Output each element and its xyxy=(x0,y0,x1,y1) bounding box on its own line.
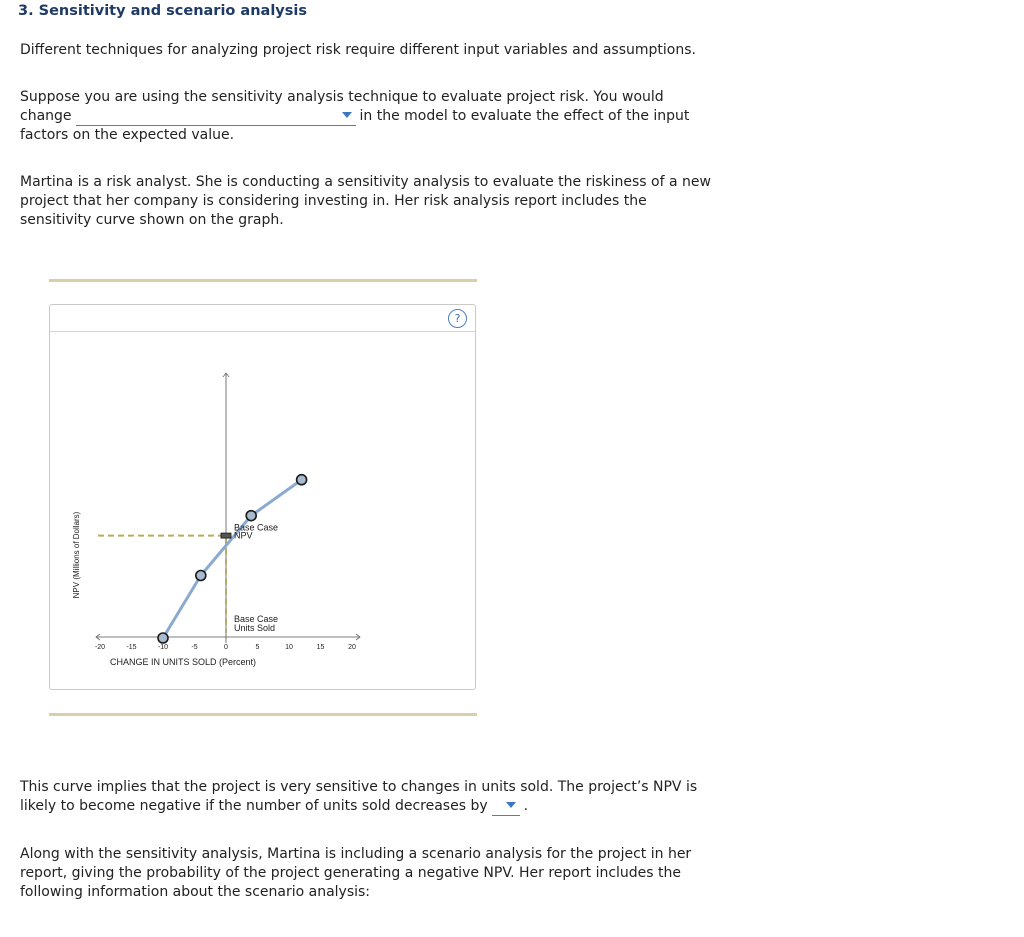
graph-header xyxy=(50,305,475,332)
x-tick-label: 10 xyxy=(285,644,293,651)
graph-panel xyxy=(49,304,476,690)
chevron-down-icon xyxy=(506,802,516,808)
sensitivity-after-dropdown: in the model to evaluate the effect of the input xyxy=(359,108,690,124)
base-case-units-label-line-1: Base Case xyxy=(234,614,279,624)
y-axis-label: NPV (Millions of Dollars) xyxy=(72,511,81,599)
scenario-intro-line-1: Martina is a risk analyst. She is conducting a sensitivity analysis to evaluate the riskiness of a new xyxy=(20,174,711,190)
x-tick-label: 20 xyxy=(348,644,356,651)
graph-top-rule xyxy=(49,279,477,282)
sensitivity-curve-line xyxy=(163,480,302,638)
scenario-intro xyxy=(20,173,740,230)
scenario-intro-line-3: sensitivity curve shown on the graph. xyxy=(20,212,284,228)
variable-dropdown[interactable] xyxy=(76,107,356,126)
x-tick-label: -20 xyxy=(94,644,106,651)
x-tick-label: -15 xyxy=(126,644,137,651)
sensitivity-line-2 xyxy=(20,107,720,126)
curve-point[interactable] xyxy=(158,633,168,643)
conclusion-line-2 xyxy=(20,797,740,816)
conclusion-line-1: This curve implies that the project is very sensitive to changes in units sold. The project’s NPV is xyxy=(20,779,698,795)
base-case-marker[interactable] xyxy=(221,533,231,538)
x-axis-label: CHANGE IN UNITS SOLD (Percent) xyxy=(110,657,257,667)
curve-point[interactable] xyxy=(196,570,206,580)
base-case-reference-lines xyxy=(98,536,226,633)
conclusion-before-dropdown: likely to become negative if the number of units sold decreases by xyxy=(20,798,488,814)
sensitivity-before-dropdown: change xyxy=(20,108,72,124)
graph-bottom-rule xyxy=(49,713,477,716)
x-tick-labels xyxy=(95,644,356,651)
sensitivity-question xyxy=(20,88,720,145)
closing-line-1: Along with the sensitivity analysis, Martina is including a scenario analysis for the project in her xyxy=(20,846,692,862)
x-tick-label: -5 xyxy=(191,644,198,651)
sensitivity-line-1: Suppose you are using the sensitivity analysis technique to evaluate project risk. You would xyxy=(20,89,664,105)
base-case-npv-label-line-2: NPV xyxy=(234,530,253,541)
curve-point[interactable] xyxy=(246,511,256,521)
chevron-down-icon xyxy=(342,112,352,118)
curve-point[interactable] xyxy=(297,475,307,485)
sensitivity-line-3: factors on the expected value. xyxy=(20,127,235,143)
x-tick-label: 15 xyxy=(316,644,325,651)
x-tick-label: -10 xyxy=(157,644,169,651)
closing-line-3: following information about the scenario analysis: xyxy=(20,884,371,900)
help-icon[interactable]: ? xyxy=(448,309,467,328)
base-case-units-label-line-2: Units Sold xyxy=(234,623,276,633)
x-tick-label: 0 xyxy=(224,644,228,651)
conclusion-paragraph xyxy=(20,778,740,816)
intro-paragraph xyxy=(20,41,740,60)
scenario-intro-line-2: project that her company is considering investing in. Her risk analysis report includes the xyxy=(20,193,647,209)
curve-points[interactable] xyxy=(158,475,307,643)
closing-paragraph xyxy=(20,845,740,902)
sensitivity-chart xyxy=(50,331,475,689)
x-tick-label: 5 xyxy=(255,644,260,651)
question-title: 3. Sensitivity and scenario analysis xyxy=(18,3,307,19)
conclusion-after-dropdown: . xyxy=(523,798,529,814)
decrease-percent-dropdown[interactable] xyxy=(492,797,520,816)
intro-text: Different techniques for analyzing project risk require different input variables and assumptions. xyxy=(20,42,696,58)
base-case-npv-label-line-1: Base Case xyxy=(234,522,279,533)
closing-line-2: report, giving the probability of the project generating a negative NPV. Her report includes the xyxy=(20,865,682,881)
